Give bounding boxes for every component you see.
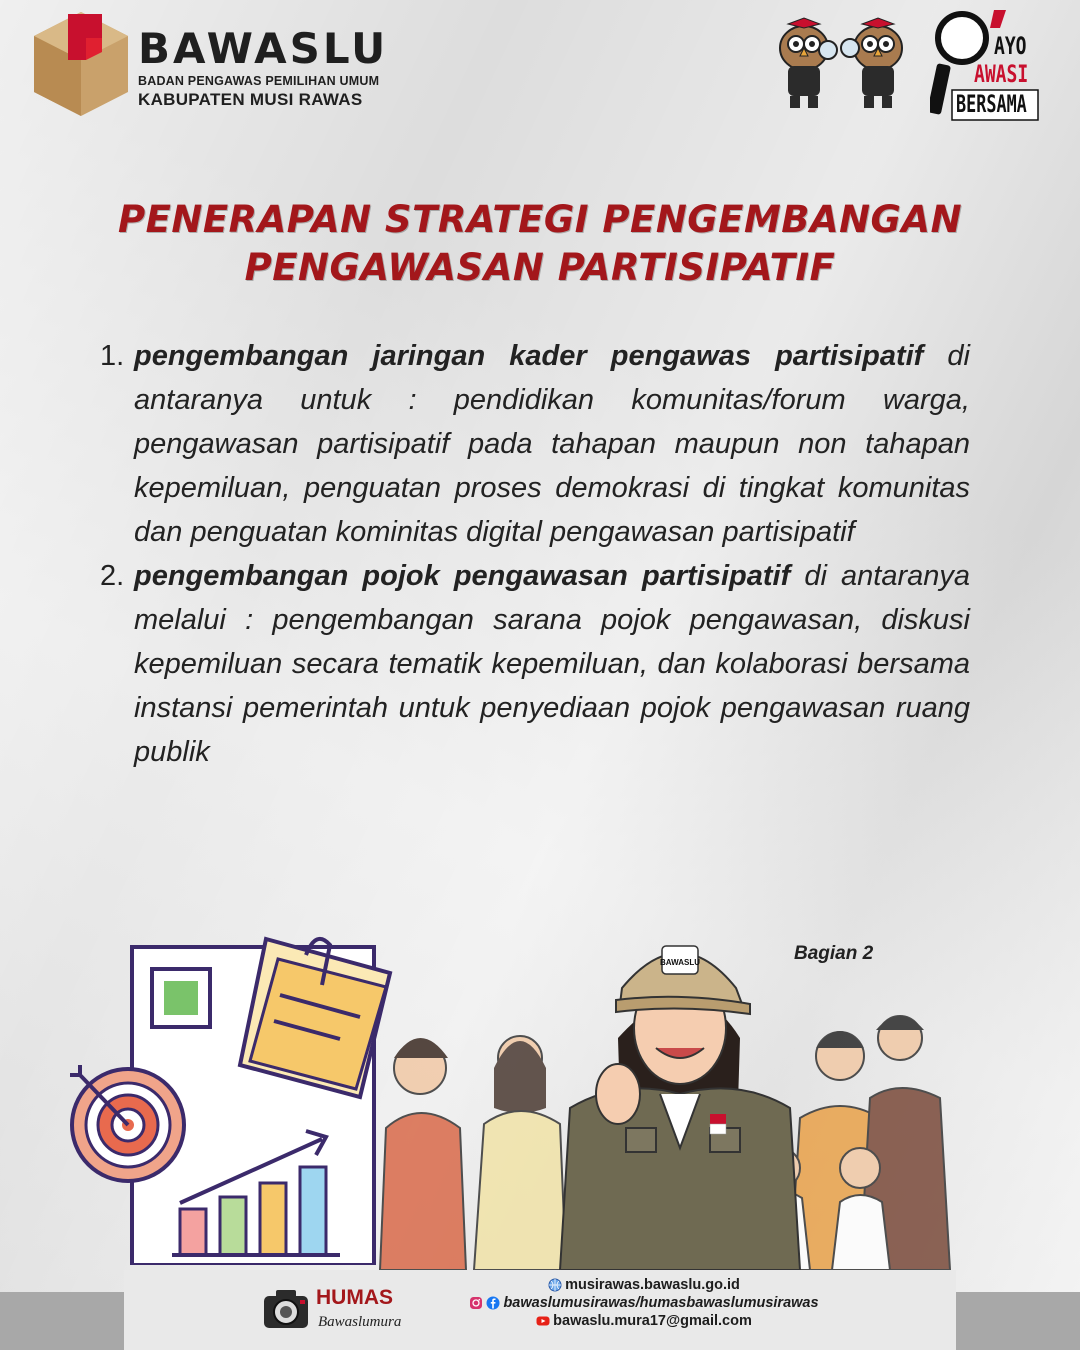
- humas-logo: [260, 1282, 402, 1338]
- camera-icon: [260, 1282, 312, 1334]
- title-line-2: PENGAWASAN PARTISIPATIF: [244, 246, 836, 289]
- social-text: bawaslumusirawas/humasbawaslumusirawas: [503, 1295, 819, 1311]
- page-title: [40, 196, 1040, 292]
- list-item: [100, 554, 970, 774]
- brand-name: BAWASLU: [138, 24, 389, 73]
- item-text: [134, 334, 970, 554]
- humas-label: HUMAS: [316, 1286, 393, 1309]
- people-illustration: [370, 918, 960, 1270]
- report-illustration: [60, 925, 400, 1265]
- social-line[interactable]: [444, 1294, 844, 1312]
- item-body: di antaranya untuk : pendidikan komunitas/forum warga, pengawasan partisipatif pada tahapan maupun non tahapan kepemiluan, penguatan proses demokrasi di tingkat komunitas dan penguatan kominitas digital pengawasan partisipatif: [134, 340, 970, 548]
- mascot-owls-icon: [766, 8, 916, 112]
- brand-block: [138, 24, 389, 110]
- part-label: Bagian 2: [794, 943, 874, 964]
- facebook-icon: [486, 1296, 500, 1310]
- website-line[interactable]: [444, 1276, 844, 1294]
- item-body: di antaranya melalui : pengembangan sarana pojok pengawasan, diskusi kepemiluan secara tematik kepemiluan, dan kolaborasi bersama instansi pemerintah untuk penyediaan pojok pengawasan ruang publik: [134, 560, 970, 768]
- ayo-text: AYO: [994, 32, 1027, 60]
- title-line-1: PENERAPAN STRATEGI PENGEMBANGAN: [117, 198, 963, 241]
- strategy-list: [100, 334, 970, 774]
- bawaslu-logo-icon: [28, 8, 134, 118]
- list-item: [100, 334, 970, 554]
- website-text: musirawas.bawaslu.go.id: [565, 1277, 740, 1293]
- ayo-awasi-bersama-logo: [930, 6, 1042, 122]
- instagram-icon: [469, 1296, 483, 1310]
- brand-region: KABUPATEN MUSI RAWAS: [138, 90, 363, 109]
- brand-subtitle: BADAN PENGAWAS PEMILIHAN UMUM: [138, 74, 380, 88]
- globe-icon: [548, 1278, 562, 1292]
- item-heading: pengembangan jaringan kader pengawas partisipatif: [134, 340, 924, 372]
- contact-info: [444, 1276, 844, 1330]
- footer: [124, 1270, 956, 1350]
- cap-badge-text: BAWASLU: [660, 958, 700, 967]
- email-line[interactable]: [444, 1312, 844, 1330]
- item-number: 1.: [100, 340, 125, 372]
- target-icon: [70, 1065, 184, 1181]
- bersama-text: BERSAMA: [956, 90, 1027, 118]
- item-heading: pengembangan pojok pengawasan partisipatif: [134, 560, 791, 592]
- email-text: bawaslu.mura17@gmail.com: [553, 1313, 752, 1329]
- humas-sublabel: Bawaslumura: [318, 1314, 402, 1330]
- item-number: 2.: [100, 560, 125, 592]
- youtube-icon: [536, 1314, 550, 1328]
- item-text: [134, 554, 970, 774]
- awasi-text: AWASI: [974, 60, 1029, 88]
